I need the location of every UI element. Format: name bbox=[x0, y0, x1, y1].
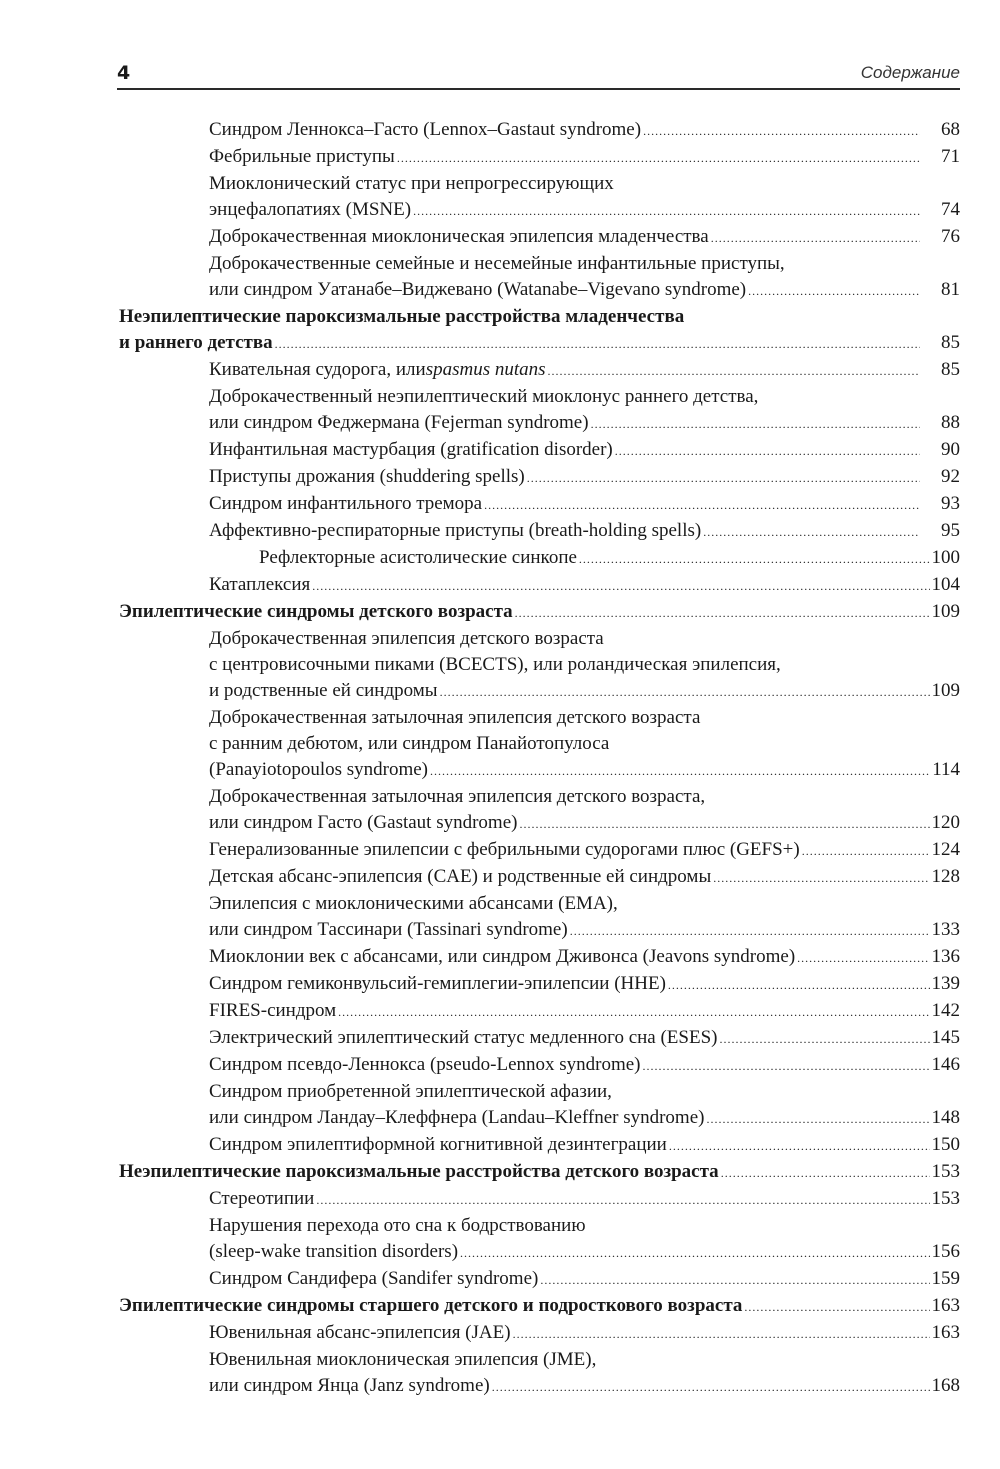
toc-entry[interactable] bbox=[119, 224, 960, 251]
toc-entry[interactable] bbox=[119, 384, 960, 437]
toc-entry-line bbox=[209, 251, 960, 277]
toc-entry-line bbox=[209, 917, 960, 944]
toc-page-number: 93 bbox=[941, 493, 960, 514]
dot-leader bbox=[460, 1239, 929, 1266]
toc-page-number: 139 bbox=[931, 973, 960, 994]
toc-entry[interactable] bbox=[119, 971, 960, 998]
toc-entry-title: Эпилептические синдромы детского возраста bbox=[119, 601, 513, 622]
toc-entry[interactable] bbox=[119, 837, 960, 864]
toc-entry-title: или синдром Феджермана (Fejerman syndrome) bbox=[209, 412, 589, 433]
toc-entry-line bbox=[209, 1105, 960, 1132]
dot-leader bbox=[802, 837, 930, 864]
toc-entry-line bbox=[209, 731, 960, 757]
toc-entry-line bbox=[209, 998, 960, 1025]
toc-entry[interactable] bbox=[119, 545, 960, 572]
toc-entry-line bbox=[209, 1320, 960, 1347]
toc-entry-title: Доброкачественный неэпилептический миоклонус раннего детства, bbox=[209, 386, 759, 407]
toc-page-number: 85 bbox=[941, 332, 960, 353]
toc-entry-title: с ранним дебютом, или синдром Панайотопулоса bbox=[209, 733, 610, 754]
toc-page-number: 142 bbox=[931, 1000, 960, 1021]
dot-leader bbox=[527, 464, 920, 491]
toc-entry-title: Доброкачественные семейные и несемейные инфантильные приступы, bbox=[209, 253, 785, 274]
toc-page-number: 109 bbox=[931, 680, 960, 701]
dot-leader bbox=[713, 864, 929, 891]
dot-leader bbox=[430, 757, 930, 784]
toc-page-number: 159 bbox=[931, 1268, 960, 1289]
toc-entry-line bbox=[209, 384, 960, 410]
toc-entry-line bbox=[209, 491, 960, 518]
toc-entry-line bbox=[209, 464, 960, 491]
toc-section-heading[interactable] bbox=[119, 1293, 960, 1320]
toc-entry[interactable] bbox=[119, 357, 960, 384]
toc-entry-title: Доброкачественная затылочная эпилепсия детского возраста bbox=[209, 707, 701, 728]
toc-page-number: 163 bbox=[931, 1322, 960, 1343]
dot-leader bbox=[643, 117, 920, 144]
toc-entry[interactable] bbox=[119, 1132, 960, 1159]
toc-entry-title: Детская абсанс-эпилепсия (CAE) и родственные ей синдромы bbox=[209, 866, 712, 887]
toc-page-number: 136 bbox=[931, 946, 960, 967]
toc-entry-title: Доброкачественная миоклоническая эпилепсия младенчества bbox=[209, 226, 709, 247]
running-title: Содержание bbox=[860, 63, 960, 82]
toc-page-number: 156 bbox=[931, 1241, 960, 1262]
dot-leader bbox=[484, 491, 920, 518]
dot-leader bbox=[721, 1159, 930, 1186]
toc-page-number: 133 bbox=[931, 919, 960, 940]
toc-entry-line bbox=[209, 837, 960, 864]
toc-page-number: 90 bbox=[941, 439, 960, 460]
toc-entry-line bbox=[209, 572, 960, 599]
toc-entry[interactable] bbox=[119, 705, 960, 784]
toc-entry[interactable] bbox=[119, 572, 960, 599]
toc-page-number: 150 bbox=[931, 1134, 960, 1155]
dot-leader bbox=[397, 144, 920, 171]
dot-leader bbox=[540, 1266, 929, 1293]
toc-entry-title: Ювенильная абсанс-эпилепсия (JAE) bbox=[209, 1322, 511, 1343]
toc-page-number: 92 bbox=[941, 466, 960, 487]
toc-entry-line bbox=[209, 1025, 960, 1052]
toc-entry[interactable] bbox=[119, 1079, 960, 1132]
toc-entry-title: Ювенильная миоклоническая эпилепсия (JME), bbox=[209, 1349, 597, 1370]
toc-entry-title: и родственные ей синдромы bbox=[209, 680, 438, 701]
toc-entry[interactable] bbox=[119, 1266, 960, 1293]
toc-entry-title: Синдром Сандифера (Sandifer syndrome) bbox=[209, 1268, 539, 1289]
toc-page-number: 124 bbox=[931, 839, 960, 860]
toc-entry-line bbox=[209, 117, 960, 144]
toc-entry-line bbox=[209, 971, 960, 998]
toc-entry-line bbox=[119, 330, 960, 357]
toc-entry-title: или синдром Ландау–Клеффнера (Landau–Kleffner syndrome) bbox=[209, 1107, 705, 1128]
dot-leader bbox=[591, 410, 920, 437]
toc-entry-line bbox=[209, 652, 960, 678]
toc-page-number: 100 bbox=[931, 547, 960, 568]
toc-entry-line bbox=[119, 1159, 960, 1186]
toc-page-number: 85 bbox=[941, 359, 960, 380]
toc-entry-title: или синдром Янца (Janz syndrome) bbox=[209, 1375, 490, 1396]
toc-entry[interactable] bbox=[119, 891, 960, 944]
toc-entry-title: или синдром Уатанабе–Виджевано (Watanabe–Vigevano syndrome) bbox=[209, 279, 747, 300]
toc-entry[interactable] bbox=[119, 998, 960, 1025]
toc-entry-line bbox=[209, 757, 960, 784]
toc-entry-title: Неэпилептические пароксизмальные расстройства детского возраста bbox=[119, 1161, 719, 1182]
toc-entry-title: Синдром инфантильного тремора bbox=[209, 493, 483, 514]
dot-leader bbox=[703, 518, 920, 545]
dot-leader bbox=[515, 599, 930, 626]
dot-leader bbox=[643, 1052, 930, 1079]
toc-entry-title: Эпилепсия с миоклоническими абсансами (EMA), bbox=[209, 893, 618, 914]
toc-entry-line bbox=[119, 304, 960, 330]
toc-entry-title: Генерализованные эпилепсии с фебрильными судорогами плюс (GEFS+) bbox=[209, 839, 800, 860]
toc-entry[interactable] bbox=[119, 1320, 960, 1347]
toc-section-heading[interactable] bbox=[119, 599, 960, 626]
toc-entry[interactable] bbox=[119, 518, 960, 545]
toc-entry[interactable] bbox=[119, 464, 960, 491]
toc-page-number: 95 bbox=[941, 520, 960, 541]
toc-entry-title: Миоклонии век с абсансами, или синдром Дживонса (Jeavons syndrome) bbox=[209, 946, 796, 967]
dot-leader bbox=[748, 277, 920, 304]
toc-section-heading[interactable] bbox=[119, 304, 960, 357]
toc-entry-line bbox=[209, 1079, 960, 1105]
page-number: 4 bbox=[117, 62, 131, 84]
toc-entry-line bbox=[209, 626, 960, 652]
toc-entry[interactable] bbox=[119, 491, 960, 518]
toc-entry-title: Неэпилептические пароксизмальные расстройства младенчества bbox=[119, 306, 685, 327]
toc-entry-title: Рефлекторные асистолические синкопе bbox=[259, 547, 577, 568]
toc-entry-title: Синдром приобретенной эпилептической афазии, bbox=[209, 1081, 612, 1102]
toc-entry-line bbox=[209, 784, 960, 810]
toc-page-number: 68 bbox=[941, 119, 960, 140]
toc-page-number: 163 bbox=[931, 1295, 960, 1316]
toc-entry-line bbox=[209, 357, 960, 384]
toc-entry[interactable] bbox=[119, 784, 960, 837]
toc-entry-title: Синдром гемиконвульсий-гемиплегии-эпилепсии (HHE) bbox=[209, 973, 666, 994]
dot-leader bbox=[744, 1293, 929, 1320]
toc-entry-line bbox=[209, 144, 960, 171]
dot-leader bbox=[615, 437, 920, 464]
toc-page-number: 146 bbox=[931, 1054, 960, 1075]
toc-entry-line bbox=[209, 891, 960, 917]
toc-entry-title: или синдром Тассинари (Tassinari syndrome) bbox=[209, 919, 568, 940]
toc-entry-line bbox=[209, 678, 960, 705]
toc-entry-title: Эпилептические синдромы старшего детского и подросткового возраста bbox=[119, 1295, 743, 1316]
toc-entry-title: Аффективно-респираторные приступы (breath-holding spells) bbox=[209, 520, 702, 541]
toc-entry-line bbox=[209, 224, 960, 251]
toc-page-number: 114 bbox=[932, 759, 960, 780]
toc-entry-title: (Panayiotopoulos syndrome) bbox=[209, 759, 429, 780]
toc-entry-line bbox=[119, 1293, 960, 1320]
toc-entry-title: Доброкачественная затылочная эпилепсия детского возраста, bbox=[209, 786, 706, 807]
dot-leader bbox=[312, 572, 929, 599]
dot-leader bbox=[519, 810, 929, 837]
toc-entry-title: Синдром Леннокса–Гасто (Lennox–Gastaut syndrome) bbox=[209, 119, 642, 140]
toc-entry-line bbox=[209, 864, 960, 891]
dot-leader bbox=[275, 330, 920, 357]
toc-entry-line bbox=[209, 171, 960, 197]
toc-entry-title: Кивательная судорога, или bbox=[209, 359, 426, 380]
toc-entry-line bbox=[209, 1239, 960, 1266]
toc-page-number: 120 bbox=[931, 812, 960, 833]
dot-leader bbox=[668, 971, 930, 998]
dot-leader bbox=[548, 357, 920, 384]
toc-entry-title: Стереотипии bbox=[209, 1188, 315, 1209]
toc-entry[interactable] bbox=[119, 1347, 960, 1400]
toc-entry[interactable] bbox=[119, 1025, 960, 1052]
toc-entry[interactable] bbox=[119, 864, 960, 891]
toc-entry-title: Нарушения перехода ото сна к бодрствованию bbox=[209, 1215, 586, 1236]
toc-entry-line bbox=[209, 518, 960, 545]
toc-entry-line bbox=[209, 1213, 960, 1239]
dot-leader bbox=[706, 1105, 929, 1132]
toc-entry-line bbox=[209, 1266, 960, 1293]
dot-leader bbox=[492, 1373, 930, 1400]
toc-entry-line bbox=[209, 1373, 960, 1400]
toc-entry-line bbox=[209, 944, 960, 971]
toc-page-number: 104 bbox=[931, 574, 960, 595]
toc-entry-title: (sleep-wake transition disorders) bbox=[209, 1241, 459, 1262]
toc-entry[interactable] bbox=[119, 944, 960, 971]
toc-entry-title: FIRES-синдром bbox=[209, 1000, 337, 1021]
toc-entry-line bbox=[209, 410, 960, 437]
dot-leader bbox=[579, 545, 930, 572]
toc-entry-title: или синдром Гасто (Gastaut syndrome) bbox=[209, 812, 518, 833]
toc-entry-line bbox=[209, 437, 960, 464]
toc-entry[interactable] bbox=[119, 1213, 960, 1266]
dot-leader bbox=[570, 917, 930, 944]
toc-page-number: 128 bbox=[931, 866, 960, 887]
toc-entry-line bbox=[209, 705, 960, 731]
toc-page-number: 153 bbox=[931, 1161, 960, 1182]
dot-leader bbox=[440, 678, 930, 705]
dot-leader bbox=[719, 1025, 929, 1052]
toc-entry-title: Приступы дрожания (shuddering spells) bbox=[209, 466, 525, 487]
dot-leader bbox=[513, 1320, 930, 1347]
toc-entry-line bbox=[209, 1347, 960, 1373]
toc-section-heading[interactable] bbox=[119, 1159, 960, 1186]
dot-leader bbox=[413, 197, 920, 224]
toc-entry-title: Синдром псевдо-Леннокса (pseudo-Lennox syndrome) bbox=[209, 1054, 641, 1075]
toc-page-number: 145 bbox=[931, 1027, 960, 1048]
toc-page-number: 153 bbox=[931, 1188, 960, 1209]
toc-entry-line bbox=[209, 1132, 960, 1159]
toc-entry[interactable] bbox=[119, 171, 960, 224]
dot-leader bbox=[338, 998, 929, 1025]
toc-entry-title: Синдром эпилептиформной когнитивной дезинтеграции bbox=[209, 1134, 667, 1155]
dot-leader bbox=[316, 1186, 929, 1213]
page-header bbox=[117, 60, 960, 90]
toc-entry-title: и раннего детства bbox=[119, 332, 273, 353]
toc-entry[interactable] bbox=[119, 117, 960, 144]
toc-entry[interactable] bbox=[119, 626, 960, 705]
toc-page-number: 88 bbox=[941, 412, 960, 433]
toc-entry-line bbox=[209, 1186, 960, 1213]
toc-entry-title: Электрический эпилептический статус медленного сна (ESES) bbox=[209, 1027, 718, 1048]
toc-entry-line bbox=[209, 810, 960, 837]
toc-entry-title: Фебрильные приступы bbox=[209, 146, 395, 167]
dot-leader bbox=[797, 944, 929, 971]
toc-entry-line bbox=[259, 545, 960, 572]
toc-entry-title: Доброкачественная эпилепсия детского возраста bbox=[209, 628, 604, 649]
toc-page-number: 148 bbox=[931, 1107, 960, 1128]
toc-entry-title: Миоклонический статус при непрогрессирующих bbox=[209, 173, 614, 194]
toc-entry[interactable] bbox=[119, 1052, 960, 1079]
toc-entry-title: Инфантильная мастурбация (gratification disorder) bbox=[209, 439, 613, 460]
toc-entry[interactable] bbox=[119, 251, 960, 304]
dot-leader bbox=[711, 224, 920, 251]
toc-entry-title: энцефалопатиях (MSNE) bbox=[209, 199, 412, 220]
toc-entry-line bbox=[119, 599, 960, 626]
toc-entry-line bbox=[209, 277, 960, 304]
toc-entry-title: Катаплексия bbox=[209, 574, 311, 595]
toc-entry[interactable] bbox=[119, 1186, 960, 1213]
toc-entry-line bbox=[209, 1052, 960, 1079]
toc-page-number: 71 bbox=[941, 146, 960, 167]
toc-entry-title-italic: spasmus nutans bbox=[425, 359, 546, 380]
toc-page-number: 81 bbox=[941, 279, 960, 300]
toc-entry-line bbox=[209, 197, 960, 224]
dot-leader bbox=[669, 1132, 930, 1159]
toc-page-number: 76 bbox=[941, 226, 960, 247]
toc-entry-title: с центровисочными пиками (BCECTS), или роландическая эпилепсия, bbox=[209, 654, 781, 675]
toc-page-number: 74 bbox=[941, 199, 960, 220]
toc-page-number: 109 bbox=[931, 601, 960, 622]
toc-entry[interactable] bbox=[119, 144, 960, 171]
table-of-contents bbox=[119, 117, 960, 1400]
toc-page-number: 168 bbox=[931, 1375, 960, 1396]
toc-entry[interactable] bbox=[119, 437, 960, 464]
